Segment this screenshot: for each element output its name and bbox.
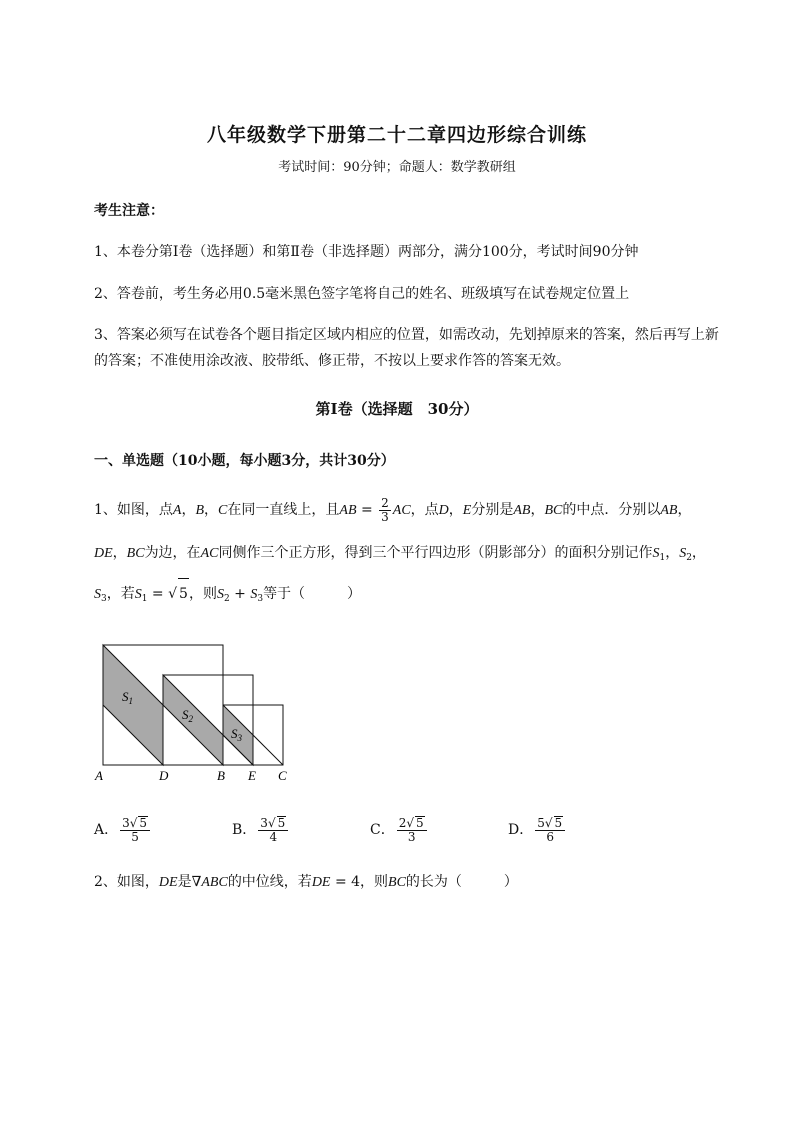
exam-info: 考试时间：90分钟；命题人：数学教研组 — [278, 160, 516, 175]
option-c[interactable]: C． $\frac{2√ 5}{3}$ — [370, 816, 429, 844]
fraction-two-thirds: $\frac{2}{3}$ — [381, 495, 389, 524]
section-title: 第I卷（选择题 30分） — [315, 400, 479, 418]
part-heading: 一、单选题（10小题，每小题3分，共计30分） — [94, 453, 395, 469]
q1-line-2: DE，BC为边，在AC同侧作三个正方形，得到三个平行四边形（阴影部分）的面积分别记作$S_1$，$S_2$， — [94, 545, 706, 563]
label-s1: $S_1$ — [122, 689, 133, 706]
diagonal-line — [253, 735, 283, 765]
point-a: A — [95, 768, 103, 783]
notice-heading: 考生注意： — [94, 203, 164, 219]
notice-item-3: 3、答案必须写在试卷各个题目指定区域内相应的位置，如需改动，先划掉原来的答案，然后再写上新 — [94, 327, 719, 343]
q2-line: 2、如图，DE是∇ABC的中位线，若DE = 4，则BC的长为（ ） — [94, 874, 518, 890]
page-title: 八年级数学下册第二十二章四边形综合训练 — [206, 124, 587, 146]
option-d[interactable]: D． $\frac{5√ 5}{6}$ — [508, 816, 567, 844]
point-d: D — [159, 768, 169, 783]
option-b[interactable]: B． $\frac{3√ 5}{4}$ — [232, 816, 290, 844]
q1-line-1: 1、如图，点A，B，C在同一直线上，且AB = $\frac{2}{3}$ AC，点D，E分别是AB，BC的中点．分别以AB， — [94, 495, 692, 524]
notice-item-2: 2、答卷前，考生务必用0.5毫米黑色签字笔将自己的姓名、班级填写在试卷规定位置上 — [94, 286, 630, 302]
point-e: E — [248, 768, 256, 783]
point-b: B — [217, 768, 225, 783]
label-s3: $S_3$ — [231, 726, 242, 743]
parallelogram-s1 — [103, 645, 163, 765]
point-c: C — [278, 768, 287, 783]
parallelogram-s2 — [163, 675, 223, 765]
q1-line-3: $S_3$，若$S_1$ = √ 5，则$S_2 + S_3$等于（ ） — [94, 578, 361, 614]
squares-figure — [86, 635, 296, 785]
option-a[interactable]: A． $\frac{3√ 5}{5}$ — [94, 816, 152, 844]
notice-item-3-cont: 的答案；不准使用涂改液、胶带纸、修正带，不按以上要求作答的答案无效。 — [94, 353, 570, 369]
label-s2: $S_2$ — [182, 707, 193, 724]
notice-item-1: 1、本卷分第I卷（选择题）和第Ⅱ卷（非选择题）两部分，满分100分，考试时间90分钟 — [94, 244, 639, 260]
